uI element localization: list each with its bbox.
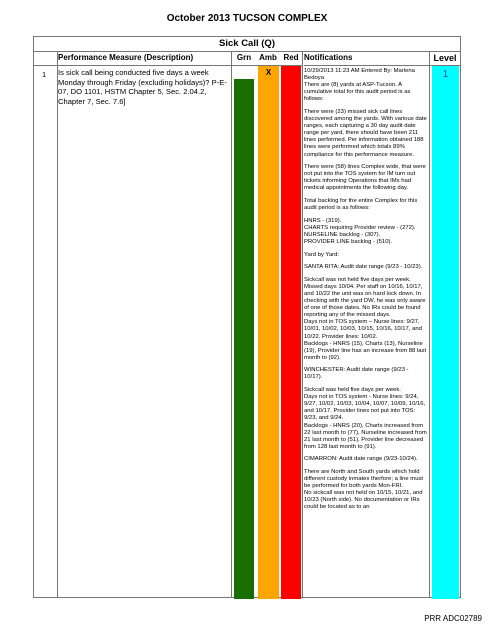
level-bar bbox=[432, 66, 459, 599]
header-notifications: Notifications bbox=[304, 51, 430, 66]
note-paragraph: WINCHESTER: Audit date range (9/23 - 10/17). bbox=[304, 367, 409, 381]
note-paragraph: There were (23) missed sick call lines discovered among the yards. With various date ranges, each capturing a 30 day audit date range per yard, there should have been 211 lines performed. Per information obtained 188 lines were performed which totals 89% compliance for this performance measure. bbox=[304, 108, 427, 158]
page-title: October 2013 TUCSON COMPLEX bbox=[166, 13, 328, 24]
audit-table bbox=[33, 36, 461, 598]
note-paragraph: Yard by Yard: bbox=[304, 251, 340, 258]
note-paragraph: SANTA RITA: Audit date range (9/23 - 10/23). bbox=[304, 264, 423, 271]
green-status-bar bbox=[234, 79, 254, 599]
column-divider bbox=[231, 51, 232, 597]
header-amb: Amb bbox=[256, 51, 280, 66]
note-paragraph: There were (58) lines Complex wide, that were not put into the TOS system for IM turn out tickets informing Operations that IMs had medical appointments the following day. bbox=[304, 164, 426, 192]
note-paragraph: Total backlog for the entire Complex for this audit period is as follows: bbox=[304, 198, 418, 212]
notifications-text bbox=[304, 68, 428, 517]
section-title: Sick Call (Q) bbox=[34, 37, 460, 52]
amber-status-bar bbox=[258, 66, 279, 599]
note-paragraph: There are North and South yards which hold different custody inmates therfore; a line must be performed for both yards Mon-FRI. No sickcall was not held on 10/15, 10/21, and 10/23 (North side). No documentation or IRs could be located as to an bbox=[304, 469, 424, 511]
header-number bbox=[34, 51, 58, 66]
note-paragraph: 10/29/2013 11:23 AM Entered By: Marlena Bedoya There are (8) yards at ASP-Tucson. A cumulative total for this audit period is as follows: bbox=[304, 68, 415, 103]
note-paragraph: Sickcall was not held five days per week. Missed days 10/04. Per staff on 10/16, 10/17, and 10/22 the unit was on hard lock down. In checking with the yard DW, he was only aware of one of those dates. No IRs could be found reporting any of the missed days. Days not in TOS system – Nurse lines: 9/27, 10/01, 10/02, 10/03, 10/15, 10/16, 10/17, and 10/22. Provider lines: 10/02. Backlogs - HNRS (15), Charts (13), Nurseline (19), Provider line has an increase from 88 last month to (92). bbox=[304, 276, 427, 361]
column-divider bbox=[429, 51, 430, 597]
note-paragraph: Sickcall was held five days per week. Days not in TOS system - Nurse lines: 9/24, 9/27, 10/02, 10/03, 10/04, 10/07, 10/09, 10/16, and 10/17. Provider lines not put into TOS: 9/23, and 9/24. Backlogs - HNRS (20), Charts increased from 22 last month to (77), Nurseline increased from 21 last month to (51), Provider line decreased from 128 last month to (91). bbox=[304, 387, 427, 450]
note-paragraph: HNRS - (319). CHARTS requiring Provider review - (272). NURSELINE backlog - (307). PROVIDER LINE backlog - (510). bbox=[304, 217, 416, 245]
column-divider bbox=[57, 51, 58, 597]
amber-selected-mark: X bbox=[265, 68, 272, 77]
bates-number: PRR ADC02789 bbox=[424, 614, 482, 623]
note-paragraph: CIMARRON: Audit date range (9/23-10/24). bbox=[304, 456, 418, 463]
red-status-bar bbox=[281, 66, 301, 599]
header-red: Red bbox=[280, 51, 302, 66]
level-value: 1 bbox=[442, 69, 449, 80]
header-level: Level bbox=[430, 51, 460, 66]
row-number: 1 bbox=[42, 70, 47, 79]
performance-measure-text: Is sick call being conducted five days a week Monday through Friday (excluding holidays)? P-E-07, DO 1101, HSTM Chapter 5, Sec. 2.04.2, Chapter 7, Sec. 7.6] bbox=[58, 68, 227, 106]
header-measure: Performance Measure (Description) bbox=[58, 51, 232, 66]
header-grn: Grn bbox=[232, 51, 256, 66]
column-divider bbox=[302, 51, 303, 597]
